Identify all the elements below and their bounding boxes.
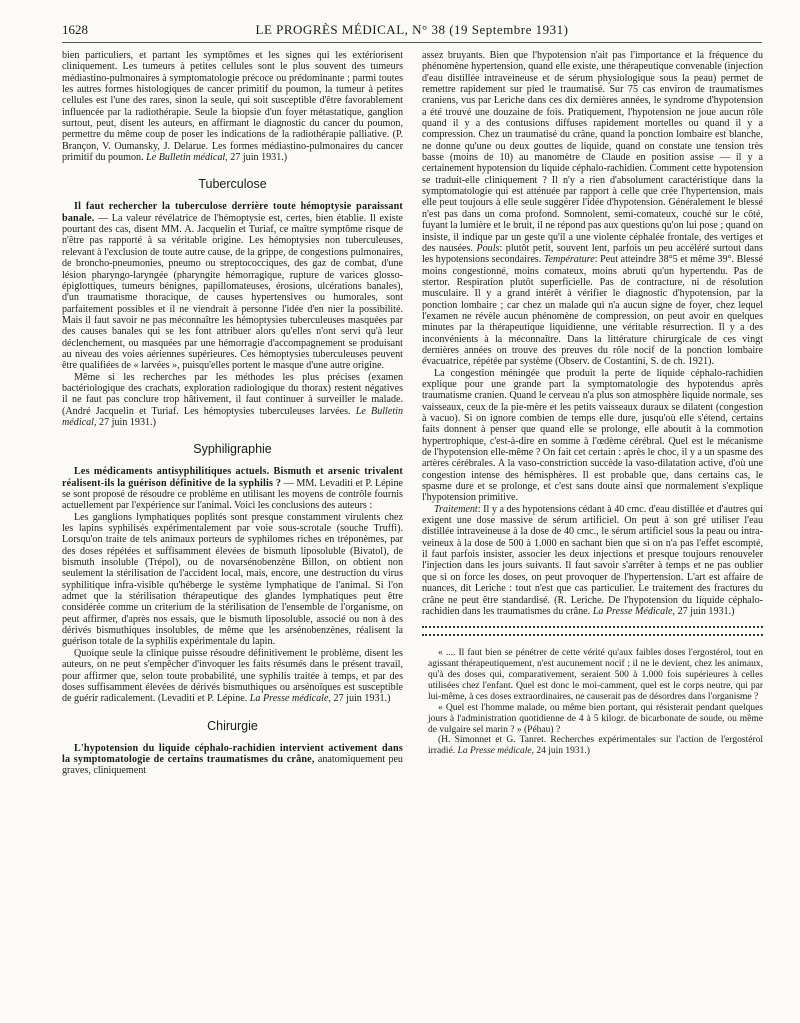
tuberculose-text: — La valeur révélatrice de l'hémoptysie est, certes, bien établie. Il existe pourtant des cas, disent MM. A. Jacquelin et Turiaf, ce maître symptôme risque de n'être pas rapporté à sa véritable origine. Les hémoptysies non tuberculeuses, relevant à l'exclusion de toute autre cause, de la grippe, de congestions pulmonaires, de broncho-pneumonies, pneumo ou streptococciques, des gaz de combat, d'une lésion pharyngo-laryngée (pharyngite hémorragique, rupture de varices glosso-épiglottiques, tumeurs bénignes, papillomateuses, érosions, ulcérations banales), d'un traumatisme thoracique, de causes hypertensives ou humorales, sont parfaitement possibles et il ne viendrait à personne l'idée d'en nier la possibilité. Mais il faut savoir ne pas méconnaître les hémoptysies tuberculeuses masquées par des causes banales qui se les font attribuer alors qu'elles n'ont servi qu'à leur déclenchement, ou masquées par une hémorragie d'accompagnement se produisant au niveau des voies aériennes supérieures. Ces hémoptysies tuberculeuses peuvent être qualifiées de « larvées », puisqu'elles portent le masque d'une autre origine.	[62, 212, 403, 372]
right-column	[422, 50, 763, 757]
quote-paragraph-1: « .... Il faut bien se pénétrer de cette vérité qu'aux faibles doses l'ergostérol, tout en agissant thérapeutiquement, n'est aucunement nocif ; il ne le devient, chez les animaux, qu'à des doses qui, comparativement, seraient 500 à 1.000 fois supérieures à celles utilisées chez l'enfant. Quel est donc le moi-camment, quel est le corps neutre, qui par lui-même, à ces doses extraordinaires, ne causerait pas de désordres dans l'organisme ?	[428, 648, 763, 702]
congestion-text: La congestion méningée que produit la perte de liquide céphalo-rachidien explique pour une grande part la symptomatologie des hypotendus après traumatisme cranien. Quand le cerveau n'a plus son atmosphère liquide normale, ses vaisseaux, ceux de la pie-mère et les petits vaisseaux duraux se dilatent (congestion à vacuo). Si on ignore combien de temps elle dure, jusqu'où elle s'étend, certains faits donnent à penser que quand elle se prolonge, elle aboutit à la commotion hypertrophique, c'est-à-dire en somme à l'œdème cérébral. Quel est le mécanisme de l'hypotension elle-même ? On fait cet certain : après le choc, il y a un spasme des artères cérébrales. A la vaso-constriction succède la vaso-dilatation active, d'où une congestion intense des hémisphères. Il est probable que, dans certains cas, le spasme dure et se prolonge, et c'est sans doute ainsi que normalement s'explique l'hypotension primitive.	[422, 367, 763, 504]
chirurgie-continued-paragraph	[422, 50, 763, 368]
section-title-tuberculose: Tuberculose	[198, 177, 267, 192]
quote-paragraph-2: « Quel est l'homme malade, ou même bien portant, qui résisterait pendant quelques jours à l'administration quotidienne de 4 à 5 kilogr. de bicarbonate de soude, ou même de vulgaire sel marin ? » (Péhau) ?	[428, 702, 763, 735]
chirurgie-continued-text: assez bruyants. Bien que l'hypotension n'ait pas l'importance et la fréquence du phénomène hypertension, quand elle existe, une thérapeutique convenable (injection d'eau distillée intraveineuse et de sérum physiologique sous la peau) permet de remettre rapidement sur pied le traumatisé. Sur 75 cas environ de traumatismes craniens, vus par Leriche dans ces dix dernières années, le syndrome d'hypotension a été trouvé une douzaine de fois. Pratiquement, l'hypotension ne joue aucun rôle quand il y a des contusions diffuses rapidement mortelles ou quand il y a compression. Chez un traumatisé du crâne, quand la ponction lombaire est blanche, ne donne qu'une ou deux gouttes de liquide, quand on constate une tension très basse (moins de 10) au manomètre de Claude en position assise — il y a certainement hypotension du liquide céphalo-rachidien. Comment cette hypotension se traduit-elle cliniquement ? Il n'y a rien d'absolument caractéristique dans la symptomatologie qui est atténuée par rapport à celle que crée l'hypertension, mais elle peut toujours à elle seule suggérer l'idée d'hypotension. Généralement le blessé n'est pas dans un coma profond. Somnolent, semi-comateux, couché sur le côté, fuyant la lumière et le bruit, il ne répond pas aux questions qu'on lui pose ; quand on insiste, il indique par un geste qu'il a une violente céphalée frontale, des vertiges et des nausées.	[422, 50, 764, 254]
running-header	[62, 20, 762, 43]
page-number: 1628	[62, 22, 88, 37]
syphiligraphie-lead: Les médicaments antisyphilitiques actuels. Bismuth et arsenic trivalent réalisent-ils la guérison définitive de la syphilis ?	[62, 466, 403, 489]
syphiligraphie-source: La Presse médicale,	[249, 693, 331, 705]
ornamental-divider	[422, 626, 763, 636]
chirurgie-lead: L'hypotension du liquide céphalo-rachidien intervient activement dans la symptomatologie de certains traumatismes du crâne,	[62, 742, 403, 765]
intro-text: bien particuliers, et partant les symptômes et les signes qui les extériorisent cliniquement. Les tumeurs à petites cellules sont le plus souvent des tumeurs médiastino-pulmonaires à symptomatologie précoce ou prédominante ; parmi toutes les autres formes histologiques de cancer primitif du poumon, la tumeur à petites cellules est l'une des rares, sinon la seule, qui soit susceptible d'être favorablement influencée par la radiothérapie. Seule la biopsie d'un foyer métastatique, ganglion surtout, peut, disent les auteurs, en affirmant le diagnostic du cancer du poumon, permettre du même coup de poser les indications de la radiothérapie palliative. (P. Brançon, V. Oumansky, J. Delarue. Les formes médiastino-pulmonaires du cancer primitif du poumon.	[62, 50, 403, 164]
journal-page	[62, 20, 762, 1010]
pouls-text: : plutôt petit, souvent lent, parfois un peu accéléré surtout dans les hypotensions secondaires.	[422, 242, 763, 266]
congestion-paragraph	[422, 368, 763, 504]
quote-date: 24 juin 1931.)	[536, 746, 590, 757]
syphiligraphie-date: 27 juin 1931.)	[333, 693, 391, 705]
quote-source: La Presse médicale,	[457, 746, 534, 757]
chirurgie-text: anatomiquement peu graves, cliniquement	[62, 753, 403, 777]
temperature-label: Température	[543, 254, 595, 266]
intro-paragraph	[62, 50, 403, 163]
syphiligraphie-text-3: Quoique seule la clinique puisse résoudre définitivement le problème, disent les auteurs, on ne peut s'empêcher d'invoquer les faits résumés dans le présent travail, pour affirmer que, selon toute probabilité, une syphilis traitée à temps, et par des doses suffisamment élevées de dérivés bismuthiques ou arsénoïques est susceptible de guérir radicalement. (Levaditi et P. Lépine.	[62, 647, 403, 705]
syphiligraphie-text: — MM. Levaditi et P. Lépine se sont proposé de résoudre ce problème en utilisant les moyens de contrôle fournis actuellement par l'expérience sur l'animal. Voici les conclusions des auteurs :	[62, 477, 403, 512]
traitement-label: Traitement	[434, 503, 478, 515]
traitement-date: 27 juin 1931.)	[677, 605, 735, 617]
journal-title: LE PROGRÈS MÉDICAL, N° 38 (19 Septembre 1931)	[255, 22, 569, 37]
tuberculose-date: 27 juin 1931.)	[99, 416, 156, 428]
tuberculose-paragraph	[62, 201, 403, 371]
tuberculose-lead: Il faut rechercher la tuberculose derrière toute hémoptysie paraissant banale.	[62, 201, 403, 224]
syphiligraphie-text-2: Les ganglions lymphatiques poplités sont presque constamment virulents chez les lapins syphilisés expérimentalement par voie sous-scrotale (souche Truffi). Lorsqu'on traite de tels animaux porteurs de syphilomes riches en tréponèmes, par des doses répétées et suffisamment élevées de bismuth liposoluble (Bivatol), de bismuth insoluble (Trépol), ou de novarsénobenzène Billon, on obtient non seulement la stérilisation de l'accident local, mais, encore, une destruction du virus syphilitique infra-visible qu'héberge le système lymphatique de l'animal. Si l'on admet que la stérilisation thérapeutique des glandes lymphatiques peut être considérée comme un criterium de la stérilisation de l'ensemble de l'organisme, on peut affirmer, d'après nos essais, que le bismuth liposoluble, associé ou non à des dérivés bismuthiques insolubles, de même que les arsénobenzènes, réalisent la guérison totale de la syphilis expérimentale du lapin.	[62, 511, 403, 648]
tuberculose-source: Le Bulletin médical,	[62, 405, 404, 428]
temperature-text: : Peut atteindre 38°5 et même 39°. Blessé moins congestionné, moins comateux, moins abruti qu'un hypertendu. Pas de stertor. Respiration plutôt superficielle. Pas de contracture, ni de résolution musculaire. Il y a grand intérêt à vérifier le diagnostic d'hypotension, par la ponction lombaire ; car chez un malade qui n'a aucun signe de foyer, chez lequel l'examen ne révèle aucun phénomène de compression, on peut avoir en quelques minutes par la thérapeutique liquidienne, une véritable résurrection. Il y a des inconvénients à la méconnaître. Dans la littérature chirurgicale de ces vingt dernières années on trouve des preuves du rôle nocif de la ponction lombaire évacuatrice, répétée par système (Observ. de Costantini, S. de ch. 1921).	[422, 254, 763, 368]
pouls-label: Pouls	[476, 242, 500, 254]
tuberculose-paragraph-2	[62, 372, 403, 429]
intro-source: Le Bulletin médical,	[146, 152, 228, 164]
quote-reference-text: (H. Simonnet et G. Tanret. Recherches expérimentales sur l'action de l'ergostérol irradié.	[428, 735, 763, 757]
traitement-paragraph	[422, 504, 763, 617]
tuberculose-text-2: Même si les recherches par les méthodes les plus précises (examen bactériologique des crachats, exploration radiologique du thorax) restent négatives il ne faut pas conclure trop hâtivement, il faut continuer à surveiller le malade. (André Jacquelin et Turiaf. Les hémoptysies tuberculeuses larvées.	[62, 371, 403, 417]
intro-date: 27 juin 1931.)	[230, 152, 288, 164]
traitement-source: La Presse Médicale,	[592, 605, 676, 617]
left-column	[62, 50, 403, 777]
syphiligraphie-paragraph	[62, 466, 403, 511]
syphiligraphie-paragraph-3	[62, 648, 403, 705]
ergosterol-quote	[422, 648, 763, 757]
syphiligraphie-paragraph-2	[62, 512, 403, 648]
traitement-text: : Il y a des hypotensions cédant à 40 cmc. d'eau distillée et d'autres qui exigent une dose massive de sérum artificiel. On peut à son gré utiliser l'eau distillée intraveineuse à la dose de 40 cmc., le sérum artificiel sous la peau ou intra-veineux à la dose de 500 à 1.000 en sachant bien que si on n'a pas l'effet escompté, il faut parfois insister, associer les deux injections et presque toujours renouveler l'injection dans les jours suivants. Il faut savoir s'arrêter à temps et ne pas oublier que si on force les doses, on peut provoquer de l'hypertension. L'art est affaire de nuances, dit Leriche : tout n'est que cas particulier. Le traitement des fractures du crâne ne peut être standardisé. (R. Leriche. De l'hypotension du liquide céphalo-rachidien dans les traumatismes du crâne.	[422, 503, 763, 617]
chirurgie-paragraph	[62, 743, 403, 777]
quote-reference	[428, 735, 763, 757]
section-title-syphiligraphie: Syphiligraphie	[193, 442, 272, 457]
section-title-chirurgie: Chirurgie	[207, 718, 258, 733]
